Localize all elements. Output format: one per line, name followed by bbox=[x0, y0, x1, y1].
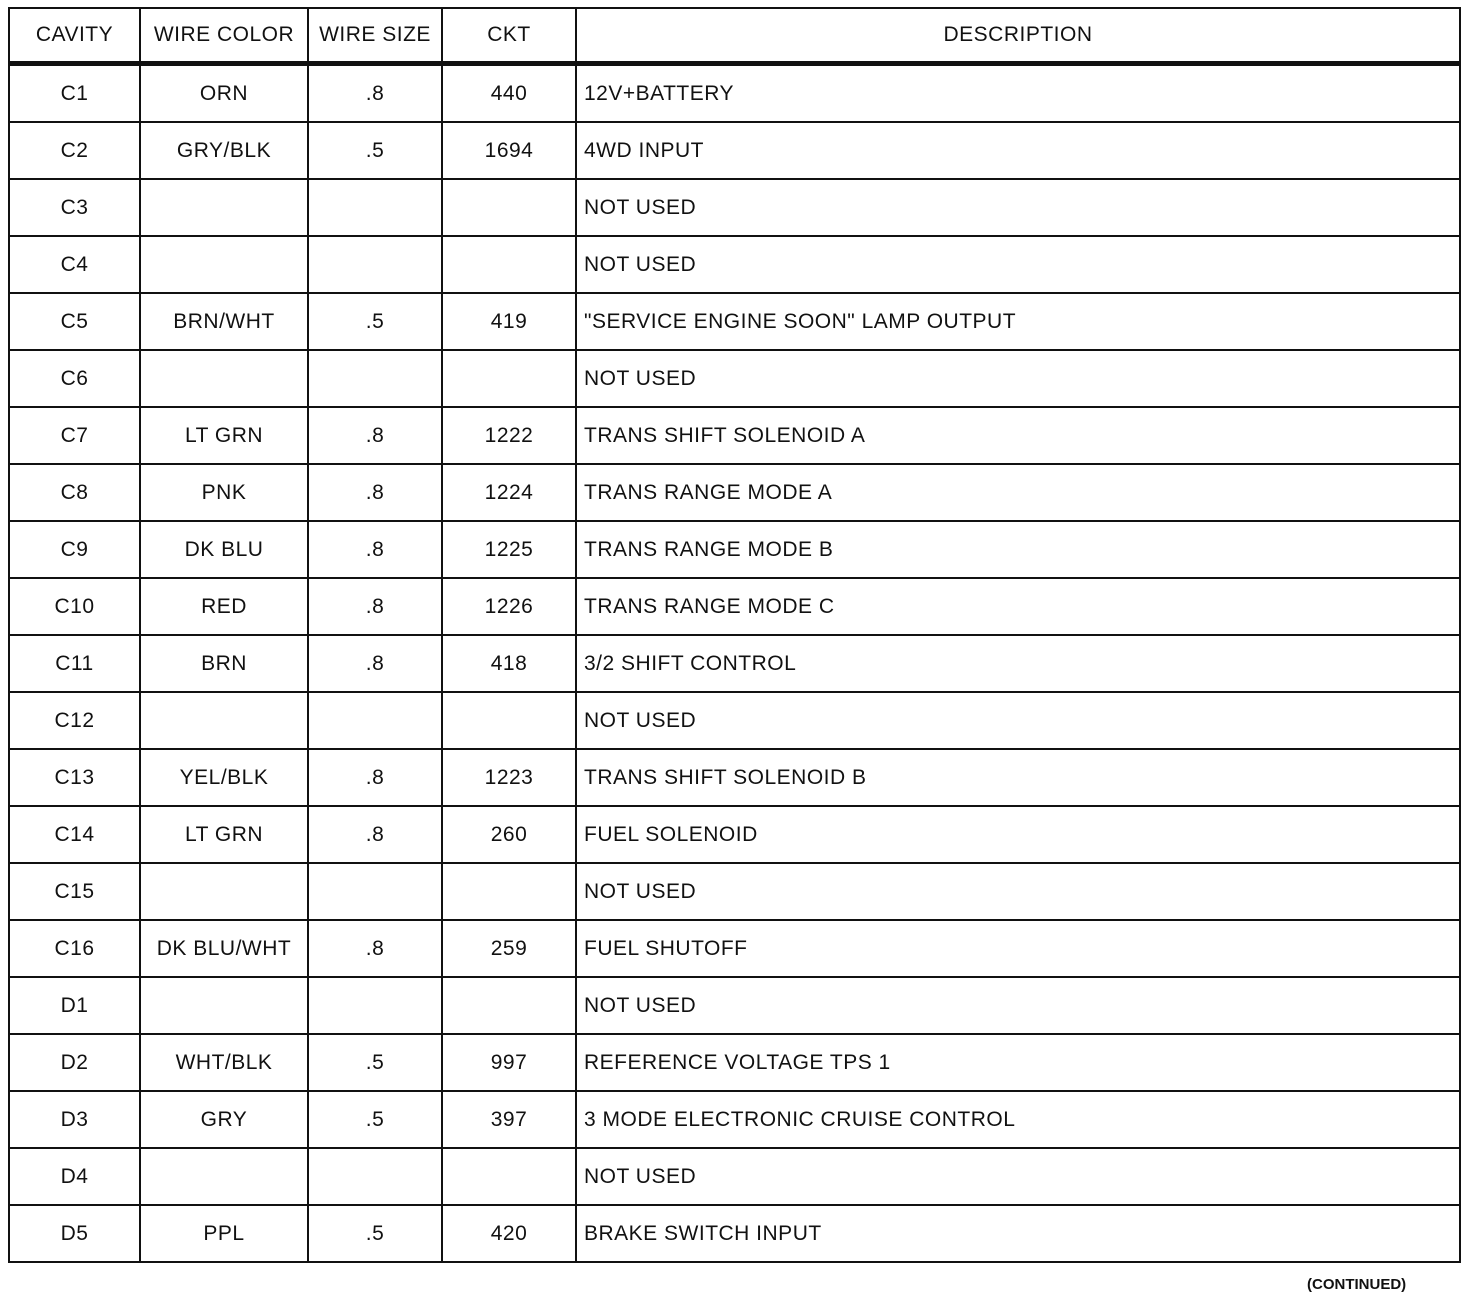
cell-ckt bbox=[442, 236, 576, 293]
table-row bbox=[9, 1034, 1460, 1091]
cell-wire-color: WHT/BLK bbox=[140, 1034, 308, 1091]
cell-description: NOT USED bbox=[576, 863, 1460, 920]
table-row bbox=[9, 407, 1460, 464]
cell-description: FUEL SOLENOID bbox=[576, 806, 1460, 863]
cell-ckt: 1226 bbox=[442, 578, 576, 635]
table-row bbox=[9, 464, 1460, 521]
header-wire-color: WIRE COLOR bbox=[140, 8, 308, 64]
cell-description: TRANS SHIFT SOLENOID A bbox=[576, 407, 1460, 464]
cell-wire-size: .8 bbox=[308, 521, 442, 578]
cell-ckt: 1224 bbox=[442, 464, 576, 521]
cell-wire-color: LT GRN bbox=[140, 407, 308, 464]
cell-wire-color: PPL bbox=[140, 1205, 308, 1262]
wiring-table bbox=[8, 7, 1461, 1263]
table-row bbox=[9, 635, 1460, 692]
cell-wire-size bbox=[308, 350, 442, 407]
cell-wire-color: LT GRN bbox=[140, 806, 308, 863]
cell-cavity: D1 bbox=[9, 977, 140, 1034]
table-row bbox=[9, 863, 1460, 920]
header-ckt: CKT bbox=[442, 8, 576, 64]
cell-description: NOT USED bbox=[576, 236, 1460, 293]
table-row bbox=[9, 578, 1460, 635]
cell-cavity: C7 bbox=[9, 407, 140, 464]
table-row bbox=[9, 64, 1460, 123]
table-row bbox=[9, 122, 1460, 179]
cell-cavity: C8 bbox=[9, 464, 140, 521]
cell-ckt: 418 bbox=[442, 635, 576, 692]
cell-wire-size bbox=[308, 179, 442, 236]
cell-ckt bbox=[442, 350, 576, 407]
cell-ckt: 1694 bbox=[442, 122, 576, 179]
cell-wire-size: .5 bbox=[308, 1091, 442, 1148]
cell-description: FUEL SHUTOFF bbox=[576, 920, 1460, 977]
cell-description: BRAKE SWITCH INPUT bbox=[576, 1205, 1460, 1262]
header-wire-size: WIRE SIZE bbox=[308, 8, 442, 64]
cell-ckt bbox=[442, 977, 576, 1034]
cell-cavity: C16 bbox=[9, 920, 140, 977]
cell-ckt bbox=[442, 692, 576, 749]
table-row bbox=[9, 920, 1460, 977]
cell-wire-size bbox=[308, 692, 442, 749]
cell-description: 3/2 SHIFT CONTROL bbox=[576, 635, 1460, 692]
cell-cavity: D3 bbox=[9, 1091, 140, 1148]
cell-cavity: C6 bbox=[9, 350, 140, 407]
cell-wire-size: .8 bbox=[308, 64, 442, 123]
cell-cavity: C9 bbox=[9, 521, 140, 578]
cell-cavity: D4 bbox=[9, 1148, 140, 1205]
table-row bbox=[9, 350, 1460, 407]
header-row bbox=[9, 8, 1460, 64]
cell-ckt bbox=[442, 1148, 576, 1205]
cell-wire-color bbox=[140, 863, 308, 920]
table-row bbox=[9, 1148, 1460, 1205]
header-cavity: CAVITY bbox=[9, 8, 140, 64]
cell-wire-size: .8 bbox=[308, 806, 442, 863]
cell-description: NOT USED bbox=[576, 692, 1460, 749]
cell-ckt: 420 bbox=[442, 1205, 576, 1262]
cell-description: TRANS RANGE MODE C bbox=[576, 578, 1460, 635]
cell-description: NOT USED bbox=[576, 1148, 1460, 1205]
table-row bbox=[9, 1205, 1460, 1262]
cell-wire-color bbox=[140, 350, 308, 407]
header-description: DESCRIPTION bbox=[576, 8, 1460, 64]
cell-description: TRANS SHIFT SOLENOID B bbox=[576, 749, 1460, 806]
table-row bbox=[9, 521, 1460, 578]
cell-wire-size: .8 bbox=[308, 749, 442, 806]
cell-wire-size: .5 bbox=[308, 1034, 442, 1091]
cell-description: TRANS RANGE MODE B bbox=[576, 521, 1460, 578]
cell-cavity: C4 bbox=[9, 236, 140, 293]
cell-cavity: C10 bbox=[9, 578, 140, 635]
table-row bbox=[9, 692, 1460, 749]
cell-ckt: 1223 bbox=[442, 749, 576, 806]
cell-wire-color: DK BLU/WHT bbox=[140, 920, 308, 977]
table-row bbox=[9, 1091, 1460, 1148]
cell-description: 3 MODE ELECTRONIC CRUISE CONTROL bbox=[576, 1091, 1460, 1148]
cell-cavity: C11 bbox=[9, 635, 140, 692]
cell-ckt bbox=[442, 863, 576, 920]
table-row bbox=[9, 293, 1460, 350]
cell-wire-color: GRY/BLK bbox=[140, 122, 308, 179]
cell-wire-size bbox=[308, 863, 442, 920]
cell-ckt: 1222 bbox=[442, 407, 576, 464]
cell-cavity: C12 bbox=[9, 692, 140, 749]
cell-cavity: C14 bbox=[9, 806, 140, 863]
cell-wire-color: PNK bbox=[140, 464, 308, 521]
table-row bbox=[9, 806, 1460, 863]
table-row bbox=[9, 977, 1460, 1034]
cell-description: "SERVICE ENGINE SOON" LAMP OUTPUT bbox=[576, 293, 1460, 350]
cell-description: 4WD INPUT bbox=[576, 122, 1460, 179]
cell-wire-size bbox=[308, 1148, 442, 1205]
cell-wire-color: RED bbox=[140, 578, 308, 635]
cell-cavity: C2 bbox=[9, 122, 140, 179]
cell-wire-size: .8 bbox=[308, 920, 442, 977]
continued-note: (CONTINUED) bbox=[1307, 1276, 1407, 1293]
table-row bbox=[9, 749, 1460, 806]
cell-ckt: 419 bbox=[442, 293, 576, 350]
cell-wire-size bbox=[308, 236, 442, 293]
cell-ckt: 397 bbox=[442, 1091, 576, 1148]
cell-ckt bbox=[442, 179, 576, 236]
cell-wire-color bbox=[140, 977, 308, 1034]
cell-cavity: C13 bbox=[9, 749, 140, 806]
cell-cavity: C1 bbox=[9, 64, 140, 123]
cell-wire-color bbox=[140, 236, 308, 293]
cell-description: NOT USED bbox=[576, 179, 1460, 236]
cell-ckt: 260 bbox=[442, 806, 576, 863]
cell-wire-size bbox=[308, 977, 442, 1034]
cell-wire-color bbox=[140, 692, 308, 749]
table-row bbox=[9, 236, 1460, 293]
cell-wire-color bbox=[140, 1148, 308, 1205]
cell-wire-size: .5 bbox=[308, 1205, 442, 1262]
cell-wire-size: .8 bbox=[308, 635, 442, 692]
cell-wire-color bbox=[140, 179, 308, 236]
cell-ckt: 1225 bbox=[442, 521, 576, 578]
cell-cavity: C5 bbox=[9, 293, 140, 350]
cell-wire-color: YEL/BLK bbox=[140, 749, 308, 806]
cell-description: TRANS RANGE MODE A bbox=[576, 464, 1460, 521]
cell-description: NOT USED bbox=[576, 977, 1460, 1034]
cell-ckt: 997 bbox=[442, 1034, 576, 1091]
cell-cavity: D5 bbox=[9, 1205, 140, 1262]
cell-wire-color: GRY bbox=[140, 1091, 308, 1148]
cell-cavity: C15 bbox=[9, 863, 140, 920]
cell-wire-size: .8 bbox=[308, 578, 442, 635]
cell-wire-size: .8 bbox=[308, 464, 442, 521]
cell-wire-size: .8 bbox=[308, 407, 442, 464]
cell-description: REFERENCE VOLTAGE TPS 1 bbox=[576, 1034, 1460, 1091]
cell-description: 12V+BATTERY bbox=[576, 64, 1460, 123]
cell-cavity: D2 bbox=[9, 1034, 140, 1091]
cell-wire-color: ORN bbox=[140, 64, 308, 123]
cell-description: NOT USED bbox=[576, 350, 1460, 407]
cell-ckt: 440 bbox=[442, 64, 576, 123]
cell-ckt: 259 bbox=[442, 920, 576, 977]
cell-wire-color: BRN/WHT bbox=[140, 293, 308, 350]
table-row bbox=[9, 179, 1460, 236]
cell-cavity: C3 bbox=[9, 179, 140, 236]
cell-wire-color: DK BLU bbox=[140, 521, 308, 578]
cell-wire-size: .5 bbox=[308, 122, 442, 179]
cell-wire-size: .5 bbox=[308, 293, 442, 350]
table-body bbox=[9, 64, 1460, 1263]
cell-wire-color: BRN bbox=[140, 635, 308, 692]
